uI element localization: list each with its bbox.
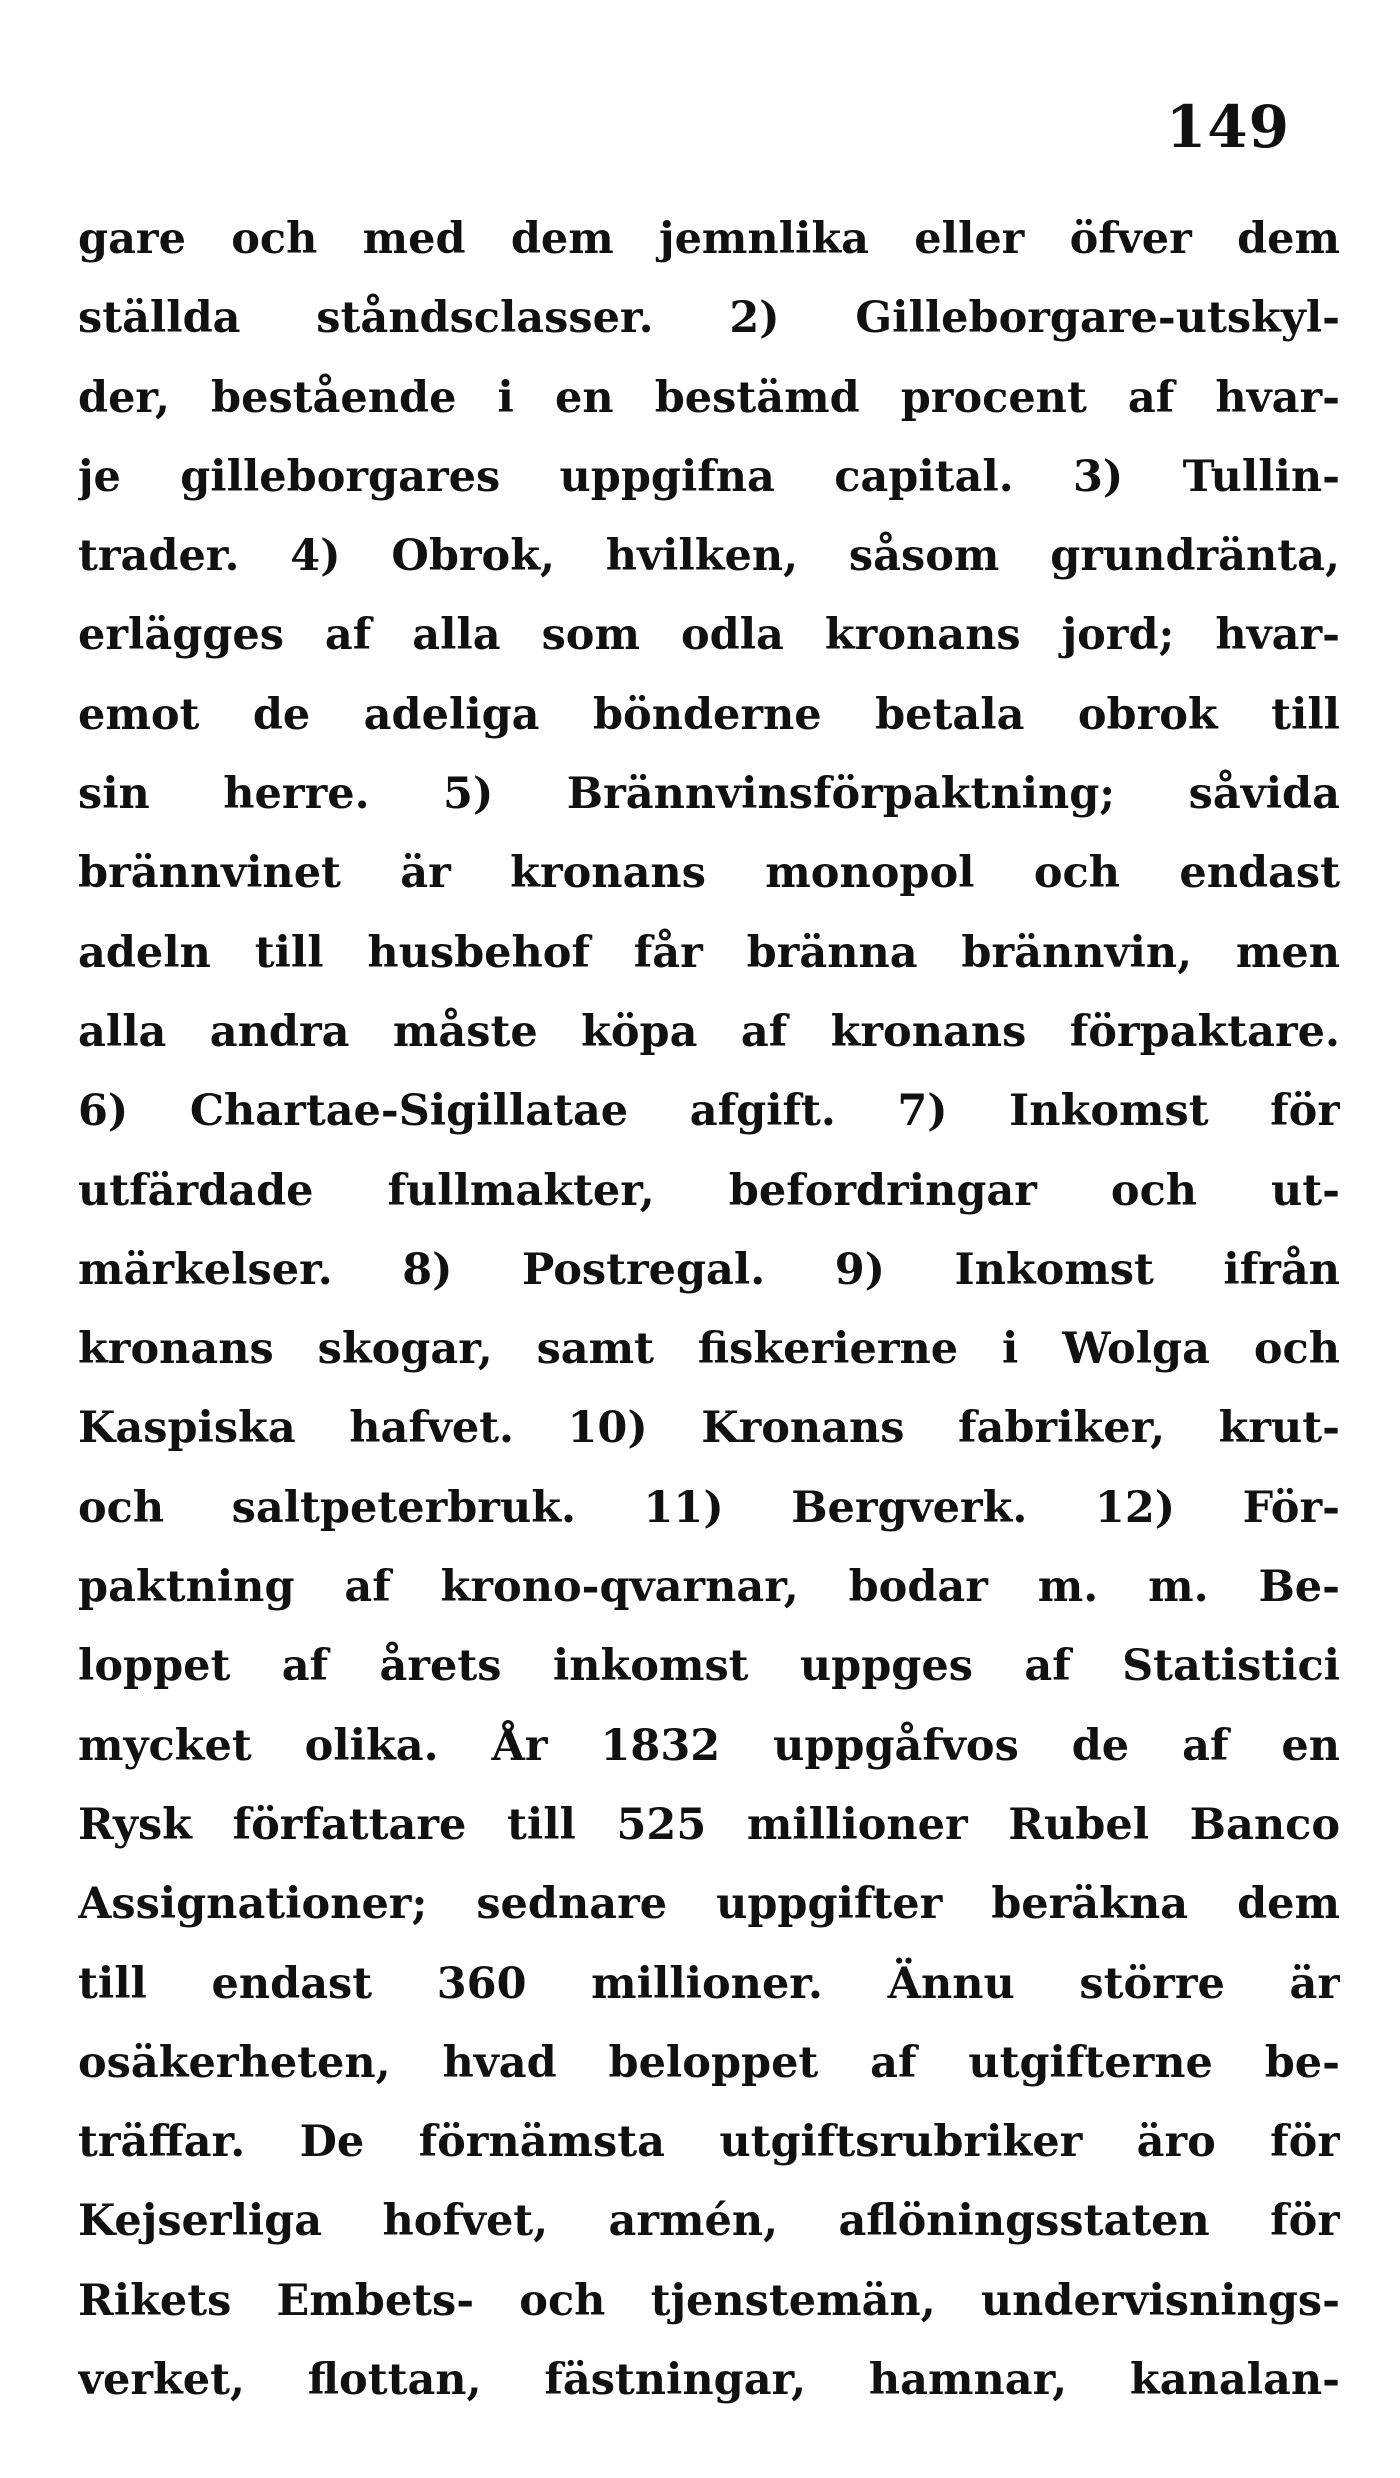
text-line: adeln till husbehof får bränna brännvin, men <box>78 927 1340 978</box>
text-line: Assignationer; sednare uppgifter beräkna dem <box>78 1879 1340 1930</box>
text-line: Rikets Embets- och tjenstemän, undervisnings- <box>78 2275 1340 2326</box>
text-line: paktning af krono-qvarnar, bodar m. m. Be- <box>78 1562 1340 1613</box>
text-line: Kaspiska hafvet. 10) Kronans fabriker, krut- <box>78 1403 1340 1454</box>
text-line: verket, flottan, fästningar, hamnar, kanalan- <box>78 2355 1340 2406</box>
text-line: der, bestående i en bestämd procent af hvar- <box>78 372 1340 423</box>
text-line: brännvinet är kronans monopol och endast <box>78 848 1340 899</box>
text-line: utfärdade fullmakter, befordringar och ut- <box>78 1165 1340 1216</box>
text-line: märkelser. 8) Postregal. 9) Inkomst ifrån <box>78 1244 1340 1295</box>
text-line: 6) Chartae-Sigillatae afgift. 7) Inkomst för <box>78 1086 1340 1137</box>
body-text <box>78 200 1340 2420</box>
text-line: och saltpeterbruk. 11) Bergverk. 12) För- <box>78 1482 1340 1533</box>
text-line: emot de adeliga bönderne betala obrok till <box>78 689 1340 740</box>
text-line: gare och med dem jemnlika eller öfver dem <box>78 214 1340 264</box>
text-line: loppet af årets inkomst uppges af Statistici <box>78 1641 1340 1692</box>
text-line: kronans skogar, samt fiskerierne i Wolga och <box>78 1324 1340 1375</box>
text-line: till endast 360 millioner. Ännu större är <box>78 1958 1340 2009</box>
text-line: trader. 4) Obrok, hvilken, såsom grundränta, <box>78 531 1340 582</box>
text-line: Rysk författare till 525 millioner Rubel Banco <box>78 1799 1340 1850</box>
text-line: Kejserliga hofvet, armén, aflöningsstaten för <box>78 2196 1340 2247</box>
text-line: ställda ståndsclasser. 2) Gilleborgare-utskyl- <box>78 293 1340 344</box>
text-line: alla andra måste köpa af kronans förpaktare. <box>78 1006 1340 1057</box>
text-line: träffar. De förnämsta utgiftsrubriker äro för <box>78 2117 1340 2168</box>
text-line: osäkerheten, hvad beloppet af utgifterne be- <box>78 2037 1340 2088</box>
text-line: sin herre. 5) Brännvinsförpaktning; såvida <box>78 769 1340 820</box>
text-line: erlägges af alla som odla kronans jord; hvar- <box>78 610 1340 661</box>
page-number: 149 <box>1165 93 1290 161</box>
text-line: mycket olika. År 1832 uppgåfvos de af en <box>78 1720 1340 1771</box>
text-line: je gilleborgares uppgifna capital. 3) Tullin- <box>78 451 1340 502</box>
